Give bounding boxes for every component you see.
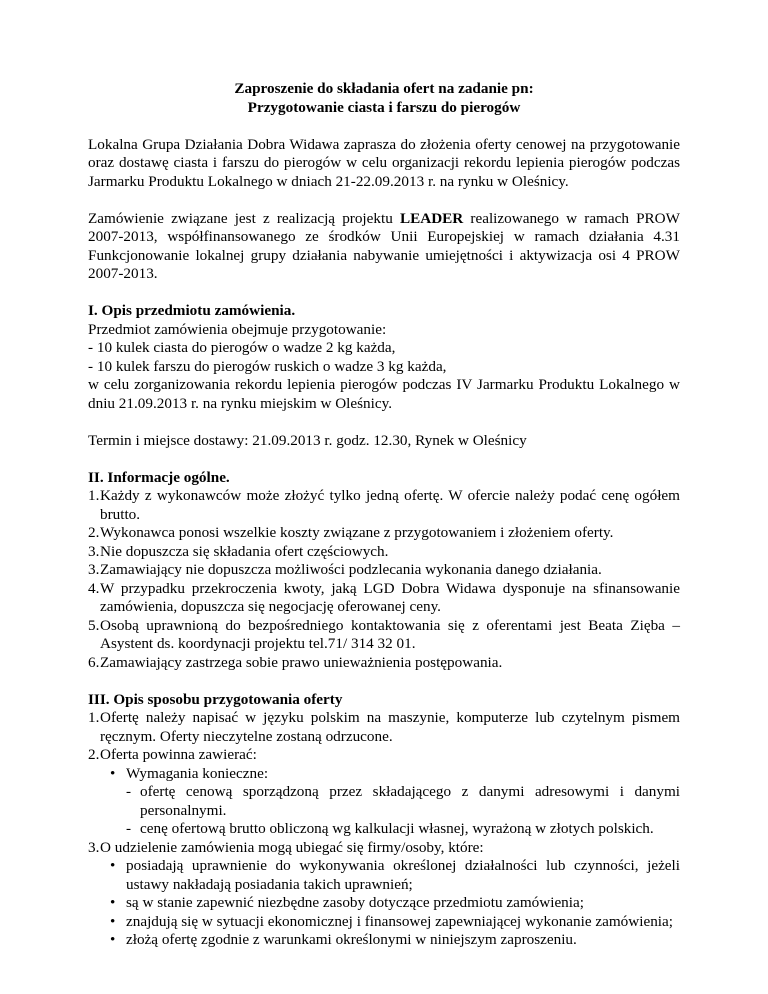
section-3-heading: III. Opis sposobu przygotowania oferty (88, 690, 343, 708)
bullet-dot-icon: • (110, 764, 116, 782)
bullet-text: posiadają uprawnienie do wykonywania określonej działalności lub czynności, jeżeli ustawy nakładają posiadania takich uprawnień; (126, 857, 680, 893)
section-1-line: - 10 kulek farszu do pierogów ruskich o wadze 3 kg każda, (88, 357, 447, 375)
list-number: 3. (88, 542, 100, 560)
intro-paragraph-1: Lokalna Grupa Działania Dobra Widawa zaprasza do złożenia oferty cenowej na przygotowanie oraz dostawę ciasta i farszu do pierogów w celu organizacji rekordu lepienia pierogów podczas Jarmarku Produktu Lokalnego w dniach 21-22.09.2013 r. na rynku w Oleśnicy. (88, 135, 680, 190)
list-item (88, 839, 680, 858)
list-number: 3. (88, 838, 100, 856)
dash-item (126, 820, 680, 839)
bullet-text: Wymagania konieczne: (126, 764, 269, 782)
list-number: 1. (88, 709, 100, 726)
bullet-item (110, 894, 680, 913)
list-item (88, 654, 680, 673)
delivery-info: Termin i miejsce dostawy: 21.09.2013 r. godz. 12.30, Rynek w Oleśnicy (88, 431, 527, 449)
bullet-item (110, 857, 680, 894)
section-1-line: Przedmiot zamówienia obejmuje przygotowanie: (88, 320, 387, 338)
document-title-line2: Przygotowanie ciasta i farszu do pierogów (247, 98, 521, 116)
dash-marker: - (126, 783, 132, 800)
list-text: Ofertę należy napisać w języku polskim na maszynie, komputerze lub czytelnym pismem ręcznym. Oferty nieczytelne zostaną odrzucone. (100, 709, 680, 745)
list-item (88, 709, 680, 746)
dash-text: ofertę cenową sporządzoną przez składającego z danymi adresowymi i danymi personalnymi. (140, 783, 680, 819)
list-item (88, 580, 680, 617)
bullet-item (110, 765, 680, 784)
list-item (88, 524, 680, 543)
intro-paragraph-2-end: realizowanego w ramach PROW 2007-2013, współfinansowanego ze środków Unii Europejskiej w ramach działania 4.31 Funkcjonowanie lokalnej grupy działania nabywanie umiejętności i aktywizacja osi 4 PROW 2007-2013. (88, 209, 680, 282)
list-item (88, 561, 680, 580)
list-number: 5. (88, 616, 100, 634)
list-number: 2. (88, 746, 100, 763)
dash-marker: - (126, 820, 132, 837)
list-number: 4. (88, 579, 100, 597)
bullet-dot-icon: • (110, 931, 116, 948)
list-number: 2. (88, 524, 100, 541)
intro-paragraph-2 (88, 210, 680, 284)
list-text: Zamawiający nie dopuszcza możliwości podzlecania wykonania danego działania. (100, 561, 602, 578)
bullet-item (110, 931, 680, 950)
list-text: Oferta powinna zawierać: (100, 746, 257, 763)
bullet-dot-icon: • (110, 857, 116, 874)
dash-item (126, 783, 680, 820)
section-1-closing: w celu zorganizowania rekordu lepienia pierogów podczas IV Jarmarku Produktu Lokalnego w dniu 21.09.2013 r. na rynku miejskim w Oleśnicy. (88, 376, 680, 412)
list-text: Osobą uprawnioną do bezpośredniego kontaktowania się z oferentami jest Beata Zięba – Asystent ds. koordynacji projektu tel.71/ 314 32 01. (100, 616, 680, 652)
list-item (88, 617, 680, 654)
bullet-text: znajdują się w sytuacji ekonomicznej i finansowej zapewniającej wykonanie zamówienia; (126, 912, 673, 930)
section-1-line: - 10 kulek ciasta do pierogów o wadze 2 kg każda, (88, 339, 396, 356)
intro-paragraph-2-start: Zamówienie związane jest z realizacją projektu (88, 209, 400, 227)
bullet-dot-icon: • (110, 894, 116, 911)
dash-text: cenę ofertową brutto obliczoną wg kalkulacji własnej, wyrażoną w złotych polskich. (140, 820, 654, 837)
list-number: 1. (88, 487, 100, 504)
list-text: Zamawiający zastrzega sobie prawo unieważnienia postępowania. (100, 653, 503, 671)
section-2-heading: II. Informacje ogólne. (88, 468, 230, 486)
list-text: Wykonawca ponosi wszelkie koszty związane z przygotowaniem i złożeniem oferty. (100, 524, 614, 541)
list-number: 6. (88, 653, 100, 671)
list-item (88, 746, 680, 765)
bullet-dot-icon: • (110, 912, 116, 930)
section-1-heading: I. Opis przedmiotu zamówienia. (88, 302, 296, 319)
bullet-text: złożą ofertę zgodnie z warunkami określonymi w niniejszym zaproszeniu. (126, 931, 577, 948)
list-item (88, 543, 680, 562)
list-item (88, 487, 680, 524)
list-text: Nie dopuszcza się składania ofert częściowych. (100, 542, 389, 560)
leader-bold: LEADER (399, 209, 464, 227)
bullet-item (110, 913, 680, 932)
list-number: 3. (88, 561, 100, 578)
bullet-text: są w stanie zapewnić niezbędne zasoby dotyczące przedmiotu zamówienia; (126, 894, 584, 911)
document-page (88, 80, 680, 950)
document-title-line1: Zaproszenie do składania ofert na zadanie pn: (234, 80, 534, 97)
list-text: W przypadku przekroczenia kwoty, jaką LGD Dobra Widawa dysponuje na sfinansowanie zamówienia, dopuszcza się negocjację oferowanej ceny. (100, 579, 680, 615)
list-text: Każdy z wykonawców może złożyć tylko jedną ofertę. W ofercie należy podać cenę ogółem brutto. (100, 487, 680, 523)
list-text: O udzielenie zamówienia mogą ubiegać się firmy/osoby, które: (100, 838, 484, 856)
